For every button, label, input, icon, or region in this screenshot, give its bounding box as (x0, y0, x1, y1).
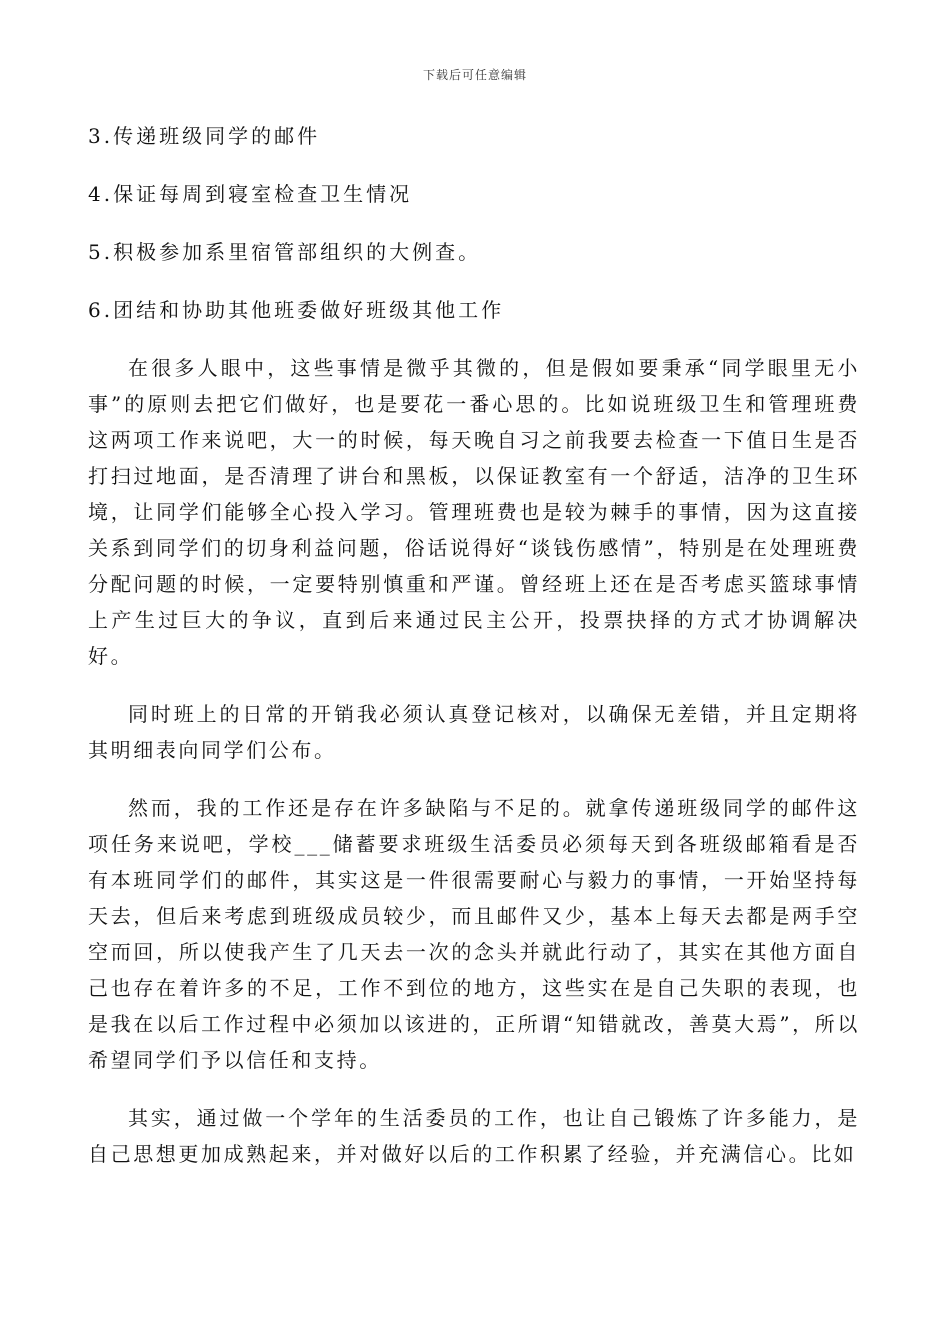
paragraph: 其实，通过做一个学年的生活委员的工作，也让自己锻炼了许多能力，是自己思想更加成熟起来，并对做好以后的工作积累了经验，并充满信心。比如 (88, 1106, 860, 1166)
paragraph: 同时班上的日常的开销我必须认真登记核对，以确保无差错，并且定期将其明细表向同学们公布。 (88, 702, 860, 762)
document-body (88, 118, 860, 1194)
list-item: 5.积极参加系里宿管部组织的大例查。 (88, 240, 482, 264)
list-item: 3.传递班级同学的邮件 (88, 124, 321, 148)
list-item: 6.团结和协助其他班委做好班级其他工作 (88, 298, 505, 322)
paragraph: 然而，我的工作还是存在许多缺陷与不足的。就拿传递班级同学的邮件这项任务来说吧，学校___储蓄要求班级生活委员必须每天到各班级邮箱看是否有本班同学们的邮件，其实这是一件很需要耐心与毅力的事情，一开始坚持每天去，但后来考虑到班级成员较少，而且邮件又少，基本上每天去都是两手空空而回，所以使我产生了几天去一次的念头并就此行动了，其实在其他方面自己也存在着许多的不足，工作不到位的地方，这些实在是自己失职的表现，也是我在以后工作过程中必须加以该进的，正所谓“知错就改，善莫大焉”，所以希望同学们予以信任和支持。 (88, 796, 860, 1072)
paragraph: 在很多人眼中，这些事情是微乎其微的，但是假如要秉承“同学眼里无小事”的原则去把它们做好，也是要花一番心思的。比如说班级卫生和管理班费这两项工作来说吧，大一的时候，每天晚自习之前我要去检查一下值日生是否打扫过地面，是否清理了讲台和黑板，以保证教室有一个舒适，洁净的卫生环境，让同学们能够全心投入学习。管理班费也是较为棘手的事情，因为这直接关系到同学们的切身利益问题，俗话说得好“谈钱伤感情”，特别是在处理班费分配问题的时候，一定要特别慎重和严谨。曾经班上还在是否考虑买篮球事情上产生过巨大的争议，直到后来通过民主公开，投票抉择的方式才协调解决好。 (88, 356, 860, 668)
list-item: 4.保证每周到寝室检查卫生情况 (88, 182, 413, 206)
page-header: 下载后可任意编辑 (422, 68, 527, 82)
